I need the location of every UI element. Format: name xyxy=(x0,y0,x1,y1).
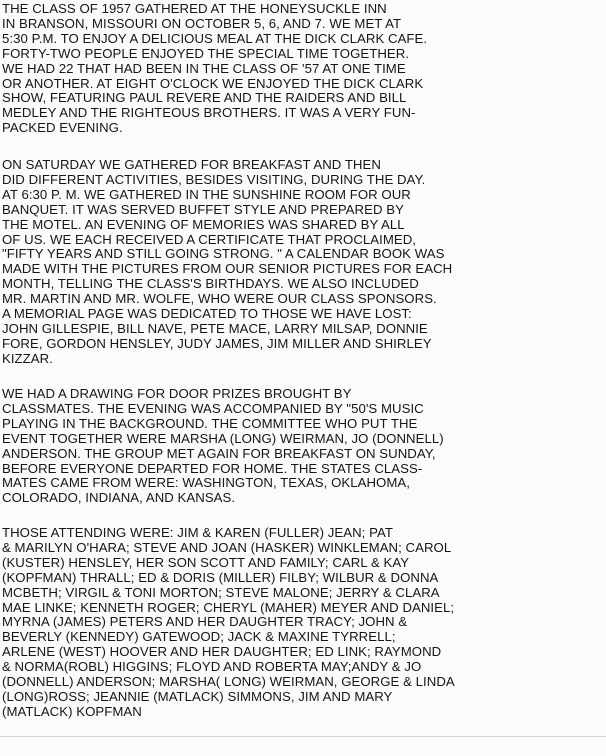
text-line: IN BRANSON, MISSOURI ON OCTOBER 5, 6, AND 7. WE MET AT xyxy=(2,15,402,31)
text-line: THE MOTEL. AN EVENING OF MEMORIES WAS SHARED BY ALL xyxy=(2,216,405,232)
text-line: FORE, GORDON HENSLEY, JUDY JAMES, JIM MILLER AND SHIRLEY xyxy=(2,335,432,351)
paragraph-attendees xyxy=(2,526,602,720)
text-line: MADE WITH THE PICTURES FROM OUR SENIOR PICTURES FOR EACH xyxy=(2,261,453,277)
text-line: DID DIFFERENT ACTIVITIES, BESIDES VISITING, DURING THE DAY. xyxy=(2,171,426,187)
text-line: MONTH, TELLING THE CLASS'S BIRTHDAYS. WE ALSO INCLUDED xyxy=(2,276,419,292)
text-line: BEFORE EVERYONE DEPARTED FOR HOME. THE STATES CLASS- xyxy=(2,460,423,476)
text-line: 5:30 P.M. TO ENJOY A DELICIOUS MEAL AT THE DICK CLARK CAFE. xyxy=(2,30,428,46)
text-line: OF US. WE EACH RECEIVED A CERTIFICATE THAT PROCLAIMED, xyxy=(2,231,417,247)
text-line: ON SATURDAY WE GATHERED FOR BREAKFAST AND THEN xyxy=(2,157,381,172)
text-line: THOSE ATTENDING WERE: JIM & KAREN (FULLER) JEAN; PAT xyxy=(2,525,393,540)
text-line: PACKED EVENING. xyxy=(2,120,123,136)
text-line: COLORADO, INDIANA, AND KANSAS. xyxy=(2,490,236,506)
paragraph-door-prizes xyxy=(2,387,602,506)
text-line: (LONG)ROSS; JEANNIE (MATLACK) SIMMONS, JIM AND MARY xyxy=(2,688,393,704)
text-line: JOHN GILLESPIE, BILL NAVE, PETE MACE, LARRY MILSAP, DONNIE xyxy=(2,320,428,336)
text-line: FORTY-TWO PEOPLE ENJOYED THE SPECIAL TIME TOGETHER. xyxy=(2,45,410,61)
text-line: BANQUET. IT WAS SERVED BUFFET STYLE AND PREPARED BY xyxy=(2,201,404,217)
text-line: MAE LINKE; KENNETH ROGER; CHERYL (MAHER) MEYER AND DANIEL; xyxy=(2,599,455,615)
text-line: & NORMA(ROBL) HIGGINS; FLOYD AND ROBERTA MAY;ANDY & JO xyxy=(2,659,422,675)
text-line: ANDERSON. THE GROUP MET AGAIN FOR BREAKFAST ON SUNDAY, xyxy=(2,445,436,461)
text-line: (KOPFMAN) THRALL; ED & DORIS (MILLER) FILBY; WILBUR & DONNA xyxy=(2,569,439,585)
text-line: (MATLACK) KOPFMAN xyxy=(2,703,142,719)
text-line: WE HAD A DRAWING FOR DOOR PRIZES BROUGHT BY xyxy=(2,386,352,401)
text-line: EVENT TOGETHER WERE MARSHA (LONG) WEIRMAN, JO (DONNELL) xyxy=(2,430,444,446)
text-line: (DONNELL) ANDERSON; MARSHA( LONG) WEIRMAN, GEORGE & LINDA xyxy=(2,674,455,690)
paragraph-reunion-friday xyxy=(2,2,602,136)
text-line: MR. MARTIN AND MR. WOLFE, WHO WERE OUR CLASS SPONSORS. xyxy=(2,291,437,307)
text-line: A MEMORIAL PAGE WAS DEDICATED TO THOSE WE HAVE LOST: xyxy=(2,306,412,322)
text-line: MYRNA (JAMES) PETERS AND HER DAUGHTER TRACY; JOHN & xyxy=(2,614,408,630)
text-line: MEDLEY AND THE RIGHTEOUS BROTHERS. IT WAS A VERY FUN- xyxy=(2,105,416,121)
text-line: MCBETH; VIRGIL & TONI MORTON; STEVE MALONE; JERRY & CLARA xyxy=(2,584,440,600)
text-line: ARLENE (WEST) HOOVER AND HER DAUGHTER; ED LINK; RAYMOND xyxy=(2,644,442,660)
text-line: AT 6:30 P. M. WE GATHERED IN THE SUNSHINE ROOM FOR OUR xyxy=(2,186,411,202)
text-line: KIZZAR. xyxy=(2,350,53,366)
text-line: SHOW, FEATURING PAUL REVERE AND THE RAIDERS AND BILL xyxy=(2,90,407,106)
text-line: "FIFTY YEARS AND STILL GOING STRONG. " A CALENDAR BOOK WAS xyxy=(2,246,445,262)
text-line: PLAYING IN THE BACKGROUND. THE COMMITTEE WHO PUT THE xyxy=(2,415,418,431)
paper-fold-line xyxy=(0,736,606,737)
paragraph-reunion-saturday xyxy=(2,158,602,367)
text-line: BEVERLY (KENNEDY) GATEWOOD; JACK & MAXINE TYRRELL; xyxy=(2,629,396,645)
text-line: WE HAD 22 THAT HAD BEEN IN THE CLASS OF '57 AT ONE TIME xyxy=(2,60,406,76)
text-line: MATES CAME FROM WERE: WASHINGTON, TEXAS, OKLAHOMA, xyxy=(2,475,410,491)
text-line: OR ANOTHER. AT EIGHT O'CLOCK WE ENJOYED THE DICK CLARK xyxy=(2,75,424,91)
text-line: CLASSMATES. THE EVENING WAS ACCOMPANIED BY "50'S MUSIC xyxy=(2,400,424,416)
text-line: THE CLASS OF 1957 GATHERED AT THE HONEYSUCKLE INN xyxy=(2,1,387,16)
text-line: (KUSTER) HENSLEY, HER SON SCOTT AND FAMILY; CARL & KAY xyxy=(2,554,410,570)
text-line: & MARILYN O'HARA; STEVE AND JOAN (HASKER) WINKLEMAN; CAROL xyxy=(2,539,452,555)
